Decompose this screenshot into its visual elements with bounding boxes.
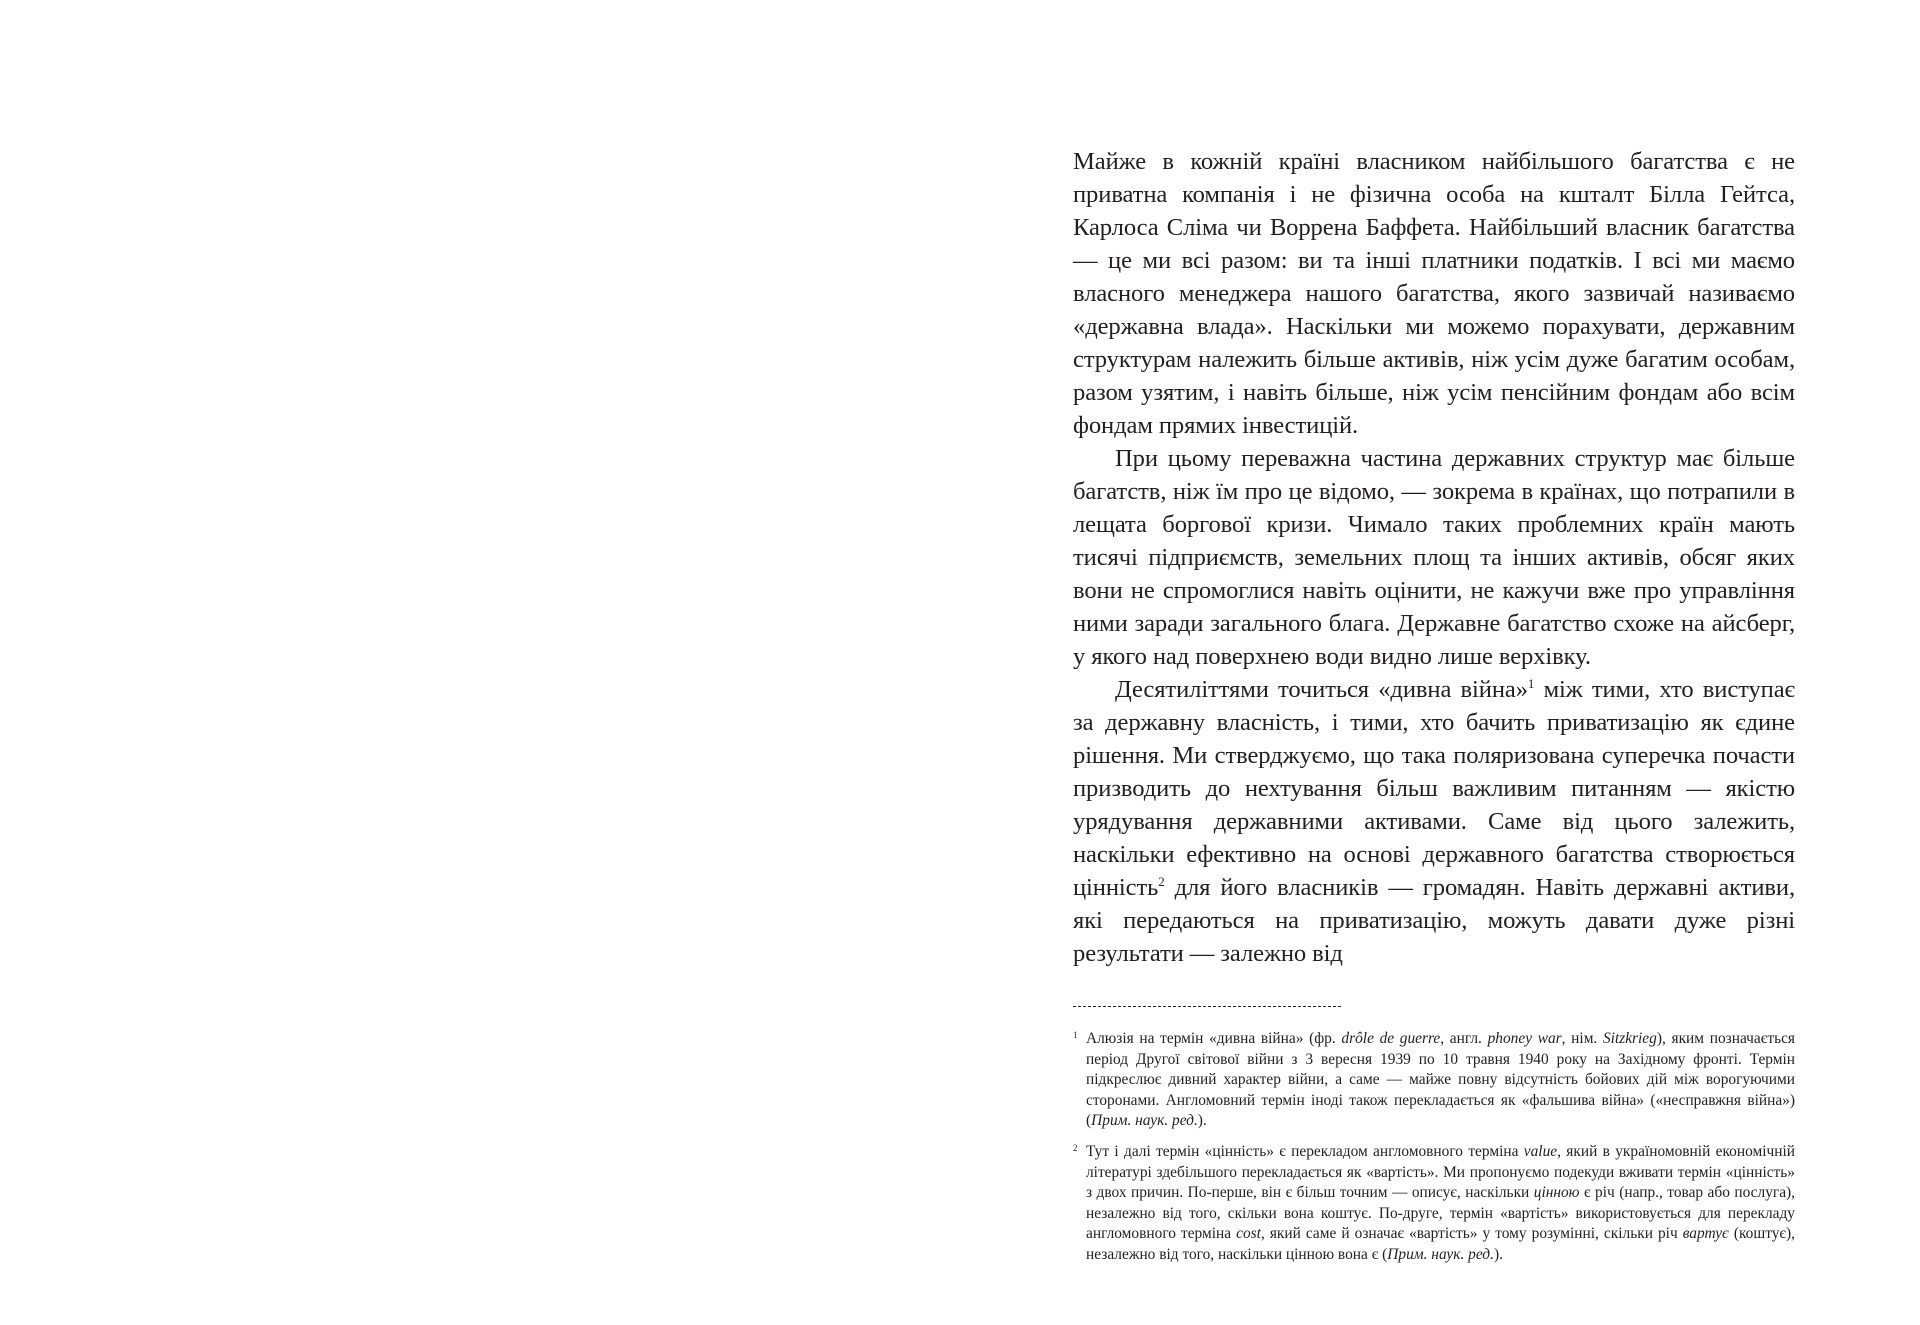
footnote-2-italic-5: Прим. наук. ред. [1387,1245,1494,1263]
footnote-2 [1073,1142,1795,1266]
paragraph-3-text-c: для його власників — громадян. Навіть державні активи, які передаються на приватизацію, можуть давати дуже різні результати — залежно від [1073,874,1795,967]
footnote-2-text-4: , який саме й означає «вартість» у тому розумінні, скільки річ [1260,1225,1683,1243]
footnote-2-italic-1: value [1523,1142,1558,1160]
footnote-2-italic-4: вартує [1682,1225,1729,1243]
paragraph-3-text-b: між тими, хто виступає за державну власність, і тими, хто бачить приватизацію як єдине рішення. Ми стверджуємо, що така поляризована суперечка почасти призводить до нехтування більш важливим питанням — якістю урядування державними активами. Саме від цього залежить, наскільки ефективно на основі державного багатства створюється цінність [1073,676,1795,901]
footnote-divider [1073,1006,1341,1007]
footnotes [1073,1029,1795,1266]
paragraph-2: При цьому переважна частина державних структур має більше багатств, ніж їм про це відомо, — зокрема в країнах, що потрапили в лещата боргової кризи. Чимало таких проблемних країн мають тисячі підприємств, земельних площ та інших активів, обсяг яких вони не спромоглися навіть оцінити, не кажучи вже про управління ними заради загального блага. Державне багатство схоже на айсберг, у якого над поверхнею води видно лише верхівку. [1073,445,1795,670]
footnote-1-italic-2: phoney war [1487,1030,1562,1047]
footnote-1-text-3: , нім. [1561,1030,1603,1047]
footnote-1-text-2: , англ. [1440,1030,1488,1047]
footnote-2-italic-3: cost [1236,1225,1261,1243]
paragraph-3 [1073,673,1795,970]
footnote-2-text-5: (коштує), незалежно від того, наскільки цінною вона є ( [1086,1225,1795,1263]
footnote-ref-2[interactable]: 2 [1158,873,1165,889]
footnote-ref-1[interactable]: 1 [1527,675,1535,691]
footnote-1-text-4: ), яким позначається період Другої світової війни з 3 вересня 1939 по 10 травня 1940 року на Західному фронті. Термін підкреслює дивний характер війни, а саме — майже повну відсутність бойових дій між ворогуючими сторонами. Англомовний термін іноді також перекладається як «фальшива війна» («несправжня війна») ( [1086,1030,1795,1130]
footnote-2-text-6: ). [1493,1245,1503,1263]
footnote-1-italic-1: drôle de guerre [1341,1030,1441,1047]
footnote-2-text-3: є річ (напр., товар або послуга), незалежно від того, скільки вона коштує. По-друге, термін «вартість» використовується для перекладу англомовного терміна [1086,1184,1796,1243]
footnote-1-italic-3: Sitzkrieg [1602,1030,1657,1047]
paragraph-1: Майже в кожній країні власником найбільшого багатства є не приватна компанія і не фізична особа на кшталт Білла Гейтса, Карлоса Сліма чи Воррена Баффета. Найбільший власник багатства — це ми всі разом: ви та інші платники податків. І всі ми маємо власного менеджера нашого багатства, якого зазвичай називаємо «державна влада». Наскільки ми можемо порахувати, державним структурам належить більше активів, ніж усім дуже багатим особам, разом узятим, і навіть більше, ніж усім пенсійним фондам або всім фондам прямих інвестицій. [1073,148,1795,439]
footnote-2-number: 2 [1073,1142,1078,1153]
footnote-2-text-2: , який в україномовній економічній літературі здебільшого перекладається як «вартість». Ми пропонуємо подекуди вживати термін «цінність» з двох причин. По-перше, він є більш точним — описує, наскільки [1086,1142,1796,1202]
text-column [1073,145,1795,1276]
footnote-1-italic-4: Прим. наук. ред. [1091,1112,1198,1130]
footnote-2-text-1: Тут і далі термін «цінність» є перекладом англомовного терміна [1086,1142,1524,1160]
footnote-1-text-5: ). [1197,1112,1207,1130]
right-page [960,0,1920,1325]
footnote-1-number: 1 [1073,1030,1078,1040]
paragraph-3-text-a: Десятиліттями точиться «дивна війна» [1115,676,1528,703]
footnote-1 [1073,1029,1795,1132]
footnote-1-text-1: Алюзія на термін «дивна війна» (фр. [1086,1030,1342,1047]
footnote-2-italic-2: цінною [1533,1184,1580,1202]
